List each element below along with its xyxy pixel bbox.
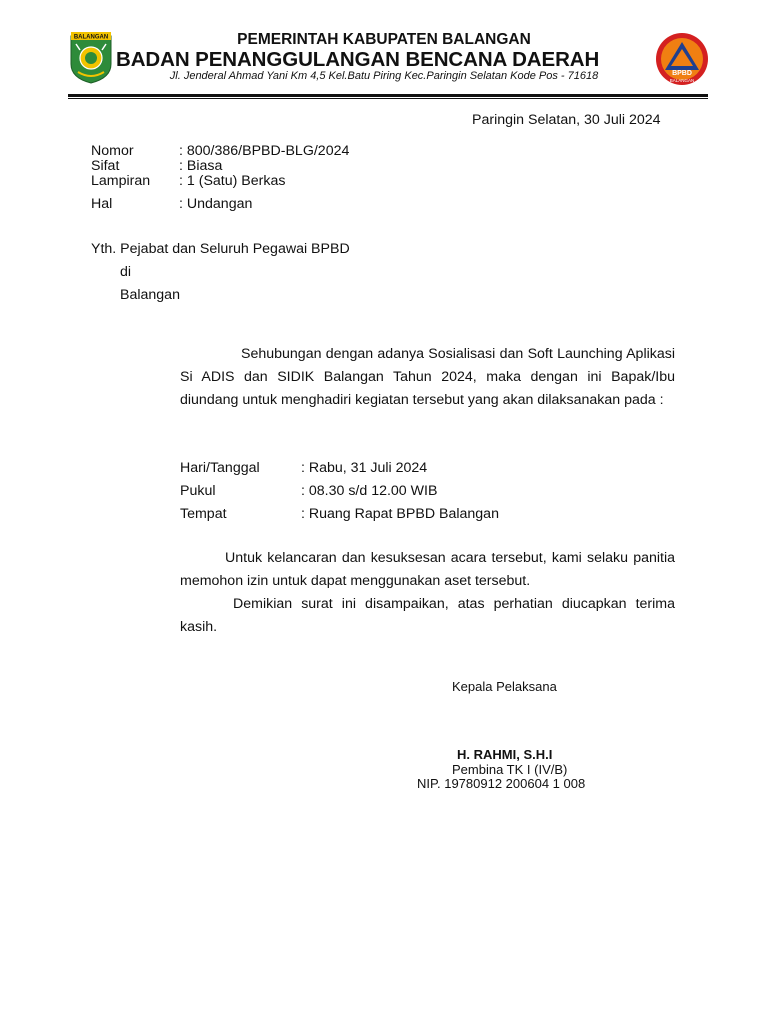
meta-value-lampiran: : 1 (Satu) Berkas [179,173,286,189]
place-date: Paringin Selatan, 30 Juli 2024 [472,112,661,128]
logo-right-subtext: BALANGAN [669,78,695,83]
government-name: PEMERINTAH KABUPATEN BALANGAN [237,31,531,48]
meta-label-lampiran: Lampiran [91,173,151,189]
logo-right-text: BPBD [672,70,692,77]
recipient-line: Yth. Pejabat dan Seluruh Pegawai BPBD [91,241,350,257]
body-paragraph-closing: Demikian surat ini disampaikan, atas perhatian diucapkan terima kasih. [180,596,675,635]
body-paragraph-opening: Sehubungan dengan adanya Sosialisasi dan Soft Launching Aplikasi Si ADIS dan SIDIK Balangan Tahun 2024, maka dengan ini Bapak/Ibu diundang untuk menghadiri kegiatan tersebut yang akan dilaksanakan pada : [180,346,675,408]
meta-label-hal: Hal [91,196,113,212]
recipient-di: di [120,264,132,280]
detail-value-date: : Rabu, 31 Juli 2024 [301,460,428,476]
body-paragraph-request: Untuk kelancaran dan kesuksesan acara tersebut, kami selaku panitia memohon izin untuk dapat menggunakan aset tersebut. [180,550,675,589]
letterhead-rule-thin [68,98,708,99]
letterhead-rule-thick [68,94,708,97]
signatory-nip: NIP. 19780912 200604 1 008 [417,776,586,791]
recipient-location: Balangan [120,287,180,303]
logo-left-text: BALANGAN [73,34,109,41]
meta-value-hal: : Undangan [179,196,253,212]
detail-label-date: Hari/Tanggal [180,460,260,476]
meta-value-sifat: : Biasa [179,158,223,174]
detail-value-place: : Ruang Rapat BPBD Balangan [301,506,499,522]
bpbd-logo [653,32,711,86]
agency-address: Jl. Jenderal Ahmad Yani Km 4,5 Kel.Batu Piring Kec.Paringin Selatan Kode Pos - 71618 [169,70,599,82]
agency-name: BADAN PENANGGULANGAN BENCANA DAERAH [116,48,600,71]
detail-label-time: Pukul [180,483,216,499]
signatory-rank: Pembina TK I (IV/B) [452,762,568,777]
meta-label-sifat: Sifat [91,158,120,174]
detail-label-place: Tempat [180,506,227,522]
meta-label-nomor: Nomor [91,143,134,159]
detail-value-time: : 08.30 s/d 12.00 WIB [301,483,438,499]
signatory-name: H. RAHMI, S.H.I [457,747,553,762]
signatory-position: Kepala Pelaksana [452,679,557,694]
meta-value-nomor: : 800/386/BPBD-BLG/2024 [179,143,350,159]
